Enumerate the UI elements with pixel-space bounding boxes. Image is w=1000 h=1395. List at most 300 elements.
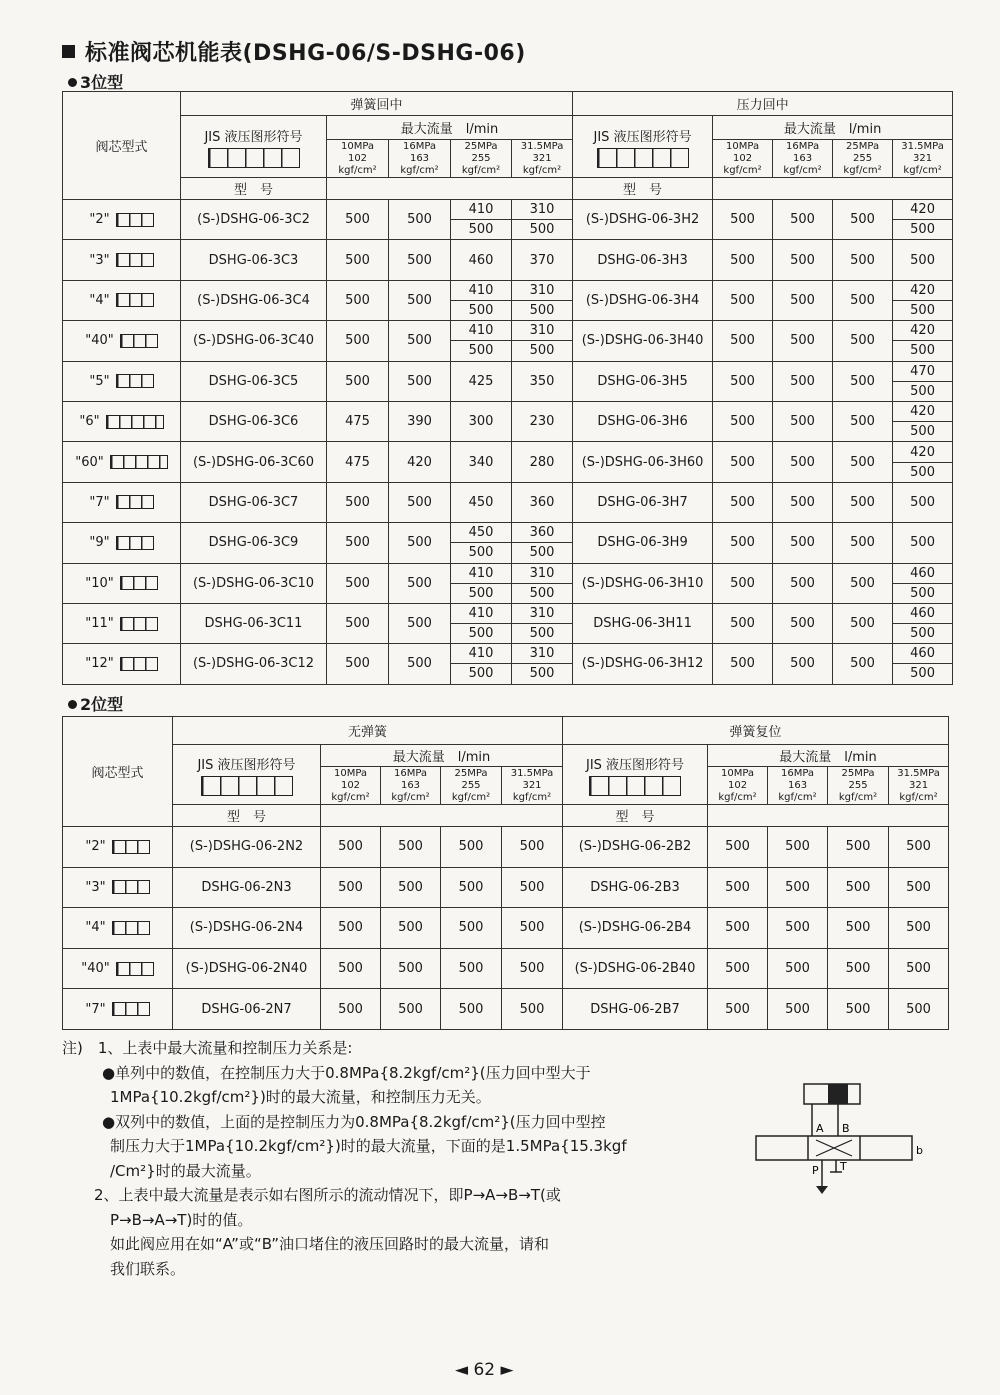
flow-value: 500 [529,585,555,601]
spool-code: "60" [75,454,104,470]
table-row [63,603,953,643]
jis-symbol-icon [201,776,293,796]
col-max-flow: 最大流量 l/min [713,116,953,140]
flow-value: 500 [768,827,828,868]
flow-value: 500 [381,908,441,949]
flow-value: 500 [713,200,773,240]
model-number: (S-)DSHG-06-2N4 [173,908,321,949]
flow-value: 360 [512,523,572,543]
table-row [63,361,953,401]
section-2pos-label: 2位型 [68,692,123,715]
flow-value: 500 [828,827,889,868]
flow-value-pair [893,321,953,361]
flow-value: 500 [502,989,563,1030]
model-number: DSHG-06-2B3 [563,867,708,908]
model-number: (S-)DSHG-06-2N2 [173,827,321,868]
flow-value: 500 [833,361,893,401]
flow-value: 460 [893,604,952,624]
flow-value: 420 [893,402,952,422]
flow-value: 360 [512,482,573,522]
col-jis-symbol: JIS 液压图形符号 [573,116,713,178]
flow-value: 470 [893,362,952,382]
flow-value: 500 [441,908,502,949]
flow-value: 280 [512,442,573,482]
flow-value-pair [451,280,512,320]
flow-value: 300 [451,401,512,441]
spool-symbol-icon [112,880,150,894]
spool-symbol-icon [112,921,150,935]
flow-value: 500 [910,585,935,601]
col-max-flow: 最大流量 l/min [321,745,563,767]
flow-value: 500 [441,989,502,1030]
flow-value: 500 [708,989,768,1030]
flow-value: 420 [389,442,451,482]
spool-code: "11" [85,616,114,632]
col-jis-symbol: JIS 液压图形符号 [563,745,708,805]
spool-code: "5" [89,373,110,389]
flow-value: 500 [529,545,555,561]
flow-value-pair [512,563,573,603]
table-row [63,908,949,949]
flow-value: 460 [893,564,952,584]
port-t-label: T [840,1160,847,1173]
flow-value: 390 [389,401,451,441]
model-number: DSHG-06-3C11 [181,603,327,643]
flow-value: 500 [389,361,451,401]
flow-value-pair [893,200,953,240]
model-number: (S-)DSHG-06-2B4 [563,908,708,949]
flow-value: 500 [910,222,935,238]
flow-value: 310 [512,200,572,220]
flow-value: 450 [451,523,511,543]
flow-value: 500 [833,321,893,361]
flow-value: 410 [451,200,511,220]
flow-value: 500 [889,827,949,868]
flow-value: 500 [910,424,935,440]
flow-value: 500 [768,867,828,908]
spool-code: "4" [85,920,106,936]
note-line: 注) 1、上表中最大流量和控制压力关系是: [62,1039,353,1057]
note-line: 我们联系。 [110,1259,186,1278]
spool-type-cell [63,361,181,401]
table-row [63,989,949,1030]
flow-value: 500 [713,603,773,643]
flow-value-pair [512,280,573,320]
table-row [63,482,953,522]
flow-value-pair [451,523,512,563]
flow-value: 500 [468,343,494,359]
flow-value: 500 [529,343,555,359]
col-spool-type: 阀芯型式 [63,717,173,827]
flow-value: 350 [512,361,573,401]
flow-value: 420 [893,281,952,301]
flow-circuit-diagram [752,1082,928,1194]
flow-value: 500 [773,482,833,522]
spool-symbol-icon [116,213,154,227]
spool-type-cell [63,563,181,603]
flow-value: 500 [327,644,389,684]
table-row [63,200,953,240]
flow-value: 500 [529,222,555,238]
flow-value: 500 [327,361,389,401]
spool-type-cell [63,827,173,868]
flow-value: 370 [512,240,573,280]
flow-value: 310 [512,604,572,624]
flow-value: 500 [833,200,893,240]
spool-code: "2" [85,839,106,855]
flow-value-pair [451,603,512,643]
flow-value: 425 [451,361,512,401]
flow-value: 420 [893,200,952,220]
flow-value: 500 [327,482,389,522]
group-spring-return: 弹簧复位 [563,717,949,745]
flow-value: 500 [321,867,381,908]
flow-value-pair [451,563,512,603]
jis-symbol-icon [597,148,689,168]
flow-value: 500 [768,908,828,949]
flow-value: 500 [468,585,494,601]
flow-value-pair [893,644,953,684]
table-row [63,948,949,989]
flow-value: 340 [451,442,512,482]
spool-type-cell [63,442,181,482]
spool-type-cell [63,603,181,643]
flow-value: 310 [512,321,572,341]
flow-value: 500 [389,482,451,522]
flow-value: 500 [713,321,773,361]
flow-value: 500 [833,280,893,320]
col-jis-symbol: JIS 液压图形符号 [173,745,321,805]
col-model: 型 号 [181,178,327,200]
spool-symbol-icon [110,455,168,469]
table-row [63,523,953,563]
pressure-header: 25MPa 255 kgf/cm² [833,140,893,178]
flow-value: 500 [708,867,768,908]
flow-value: 475 [327,401,389,441]
flow-value: 500 [389,523,451,563]
spool-symbol-icon [116,374,154,388]
model-number: (S-)DSHG-06-3C2 [181,200,327,240]
flow-value-pair [451,644,512,684]
spool-code: "2" [89,212,110,228]
flow-value-pair [451,321,512,361]
flow-value: 500 [889,948,949,989]
pressure-header: 25MPa 255 kgf/cm² [451,140,512,178]
model-number: DSHG-06-3C7 [181,482,327,522]
flow-value: 500 [893,240,953,280]
model-number: DSHG-06-3H11 [573,603,713,643]
table-row [63,442,953,482]
col-model: 型 号 [563,805,708,827]
flow-value: 500 [828,908,889,949]
flow-value-pair [893,280,953,320]
spool-code: "12" [85,656,114,672]
spool-symbol-icon [120,576,158,590]
flow-value: 500 [773,321,833,361]
flow-value: 500 [773,240,833,280]
pressure-header: 16MPa 163 kgf/cm² [773,140,833,178]
model-number: (S-)DSHG-06-3C60 [181,442,327,482]
flow-value: 500 [833,603,893,643]
flow-value: 500 [713,563,773,603]
flow-value: 500 [708,908,768,949]
flow-value-pair [893,603,953,643]
pressure-header: 31.5MPa 321 kgf/cm² [502,767,563,805]
model-number: (S-)DSHG-06-3C40 [181,321,327,361]
flow-value: 500 [828,948,889,989]
model-number: (S-)DSHG-06-2B40 [563,948,708,989]
port-p-label: P [812,1164,819,1177]
note-line: 制压力大于1MPa{10.2kgf/cm²})时的最大流量，下面的是1.5MPa{15.3kgf [110,1137,627,1155]
flow-value: 500 [389,321,451,361]
flow-value: 500 [773,563,833,603]
model-number: DSHG-06-3C6 [181,401,327,441]
col-max-flow: 最大流量 l/min [327,116,573,140]
spool-type-cell [63,948,173,989]
flow-value: 500 [773,442,833,482]
table-row [63,644,953,684]
spool-type-cell [63,644,181,684]
flow-value: 500 [529,302,555,318]
col-jis-symbol: JIS 液压图形符号 [181,116,327,178]
flow-value: 500 [327,523,389,563]
model-number: (S-)DSHG-06-3H40 [573,321,713,361]
flow-value: 500 [708,827,768,868]
table-row [63,827,949,868]
flow-value: 500 [502,827,563,868]
flow-value: 310 [512,281,572,301]
spool-type-cell [63,908,173,949]
flow-value: 410 [451,644,511,664]
flow-value: 460 [893,644,952,664]
flow-value: 500 [910,666,935,682]
note-line: 如此阀应用在如“A”或“B”油口堵住的液压回路时的最大流量，请和 [110,1235,549,1253]
model-number: DSHG-06-3H6 [573,401,713,441]
page-number: ◄ 62 ► [455,1360,514,1380]
note-line: /Cm²}时的最大流量。 [110,1161,261,1180]
flow-value: 500 [327,563,389,603]
note-line: 2、上表中最大流量是表示如右图所示的流动情况下，即P→A→B→T(或 [94,1186,561,1204]
flow-value: 500 [468,222,494,238]
flow-value: 310 [512,564,572,584]
flow-value: 500 [389,603,451,643]
model-number: (S-)DSHG-06-2N40 [173,948,321,989]
flow-value: 500 [327,603,389,643]
spool-code: "3" [85,879,106,895]
model-number: DSHG-06-3C9 [181,523,327,563]
flow-value: 310 [512,644,572,664]
flow-value-pair [893,361,953,401]
model-number: (S-)DSHG-06-3H12 [573,644,713,684]
model-number: DSHG-06-3H9 [573,523,713,563]
col-max-flow: 最大流量 l/min [708,745,949,767]
col-model: 型 号 [173,805,321,827]
spool-symbol-icon [112,1002,150,1016]
table-row [63,563,953,603]
group-spring-center: 弹簧回中 [181,92,573,116]
note-line: ●单列中的数值，在控制压力大于0.8MPa{8.2kgf/cm²}(压力回中型大于 [102,1063,591,1082]
flow-value: 500 [327,280,389,320]
flow-value-pair [893,563,953,603]
flow-value: 500 [327,240,389,280]
jis-symbol-icon [208,148,300,168]
flow-value: 500 [713,482,773,522]
notes [62,1036,742,1281]
port-b-label: B [842,1122,850,1135]
spool-code: "6" [79,414,100,430]
pressure-header: 16MPa 163 kgf/cm² [381,767,441,805]
flow-value: 420 [893,321,952,341]
flow-value: 410 [451,321,511,341]
flow-value: 500 [441,948,502,989]
spool-code: "4" [89,292,110,308]
spool-type-cell [63,867,173,908]
page-title: 标准阀芯机能表(DSHG-06/S-DSHG-06) [62,36,526,67]
pressure-header: 10MPa 102 kgf/cm² [713,140,773,178]
flow-value: 500 [321,948,381,989]
model-number: (S-)DSHG-06-3H2 [573,200,713,240]
model-number: (S-)DSHG-06-2B2 [563,827,708,868]
spool-code: "40" [81,961,110,977]
flow-value: 500 [833,442,893,482]
flow-value: 500 [833,482,893,522]
flow-value: 500 [381,827,441,868]
model-number: (S-)DSHG-06-3C4 [181,280,327,320]
flow-value: 500 [468,626,494,642]
port-a-label: A [816,1122,824,1135]
model-number: (S-)DSHG-06-3H4 [573,280,713,320]
flow-value: 500 [713,361,773,401]
table-2-position [62,716,949,1030]
flow-value: 450 [451,482,512,522]
pressure-header: 31.5MPa 321 kgf/cm² [893,140,953,178]
flow-value: 500 [833,563,893,603]
spool-type-cell [63,482,181,522]
model-number: DSHG-06-2N3 [173,867,321,908]
pressure-header: 25MPa 255 kgf/cm² [441,767,502,805]
flow-value: 500 [708,948,768,989]
spool-symbol-icon [116,495,154,509]
group-pressure-center: 压力回中 [573,92,953,116]
spool-code: "9" [89,535,110,551]
flow-value: 500 [910,343,935,359]
spool-type-cell [63,989,173,1030]
table-row [63,240,953,280]
flow-value-pair [451,200,512,240]
flow-value: 500 [833,401,893,441]
note-line: P→B→A→T)时的值。 [110,1210,253,1229]
flow-value: 500 [441,827,502,868]
flow-value: 230 [512,401,573,441]
flow-value: 500 [327,200,389,240]
spool-type-cell [63,401,181,441]
spool-symbol-icon [116,536,154,550]
flow-value: 500 [773,361,833,401]
flow-value: 500 [321,827,381,868]
spool-symbol-icon [120,657,158,671]
flow-value: 500 [713,280,773,320]
flow-value: 500 [889,867,949,908]
section-3pos-label: 3位型 [68,70,123,93]
flow-value: 500 [773,523,833,563]
flow-value: 460 [451,240,512,280]
flow-value: 500 [389,280,451,320]
table-row [63,401,953,441]
flow-value: 500 [713,523,773,563]
spool-type-cell [63,280,181,320]
pressure-header: 31.5MPa 321 kgf/cm² [889,767,949,805]
solenoid-b-label: b [916,1144,923,1157]
flow-value: 500 [468,302,494,318]
flow-value: 500 [441,867,502,908]
flow-value: 500 [910,302,935,318]
spool-code: "7" [89,494,110,510]
spool-type-cell [63,321,181,361]
flow-value: 500 [910,383,935,399]
flow-value: 500 [389,644,451,684]
model-number: (S-)DSHG-06-3H60 [573,442,713,482]
spool-symbol-icon [120,617,158,631]
spool-code: "40" [85,333,114,349]
spool-code: "10" [85,575,114,591]
flow-value: 500 [773,401,833,441]
table-row [63,280,953,320]
pressure-header: 31.5MPa 321 kgf/cm² [512,140,573,178]
jis-symbol-icon [589,776,681,796]
flow-value: 500 [502,908,563,949]
flow-value: 500 [389,200,451,240]
flow-value: 410 [451,604,511,624]
flow-value: 500 [889,989,949,1030]
flow-value: 500 [713,442,773,482]
flow-value: 500 [381,989,441,1030]
model-number: (S-)DSHG-06-3C12 [181,644,327,684]
spool-symbol-icon [116,253,154,267]
flow-value-pair [512,200,573,240]
flow-value: 500 [893,482,953,522]
model-number: (S-)DSHG-06-3H10 [573,563,713,603]
pressure-header: 16MPa 163 kgf/cm² [389,140,451,178]
flow-value: 500 [910,626,935,642]
table-row [63,867,949,908]
spool-symbol-icon [112,840,150,854]
flow-value-pair [893,442,953,482]
flow-value: 500 [893,523,953,563]
flow-value: 500 [468,666,494,682]
note-line: 1MPa{10.2kgf/cm²})时的最大流量，和控制压力无关。 [110,1088,491,1106]
spool-code: "3" [89,252,110,268]
flow-value: 475 [327,442,389,482]
flow-value: 500 [773,280,833,320]
flow-value: 500 [321,908,381,949]
spool-symbol-icon [120,334,158,348]
pressure-header: 10MPa 102 kgf/cm² [321,767,381,805]
flow-value-pair [512,644,573,684]
flow-value: 500 [327,321,389,361]
spool-symbol-icon [116,293,154,307]
pressure-header: 16MPa 163 kgf/cm² [768,767,828,805]
flow-value: 410 [451,281,511,301]
flow-value: 410 [451,564,511,584]
flow-value: 500 [773,200,833,240]
flow-value-pair [512,321,573,361]
flow-value: 500 [389,240,451,280]
flow-value: 500 [768,989,828,1030]
table-3-position [62,91,953,685]
flow-value: 500 [389,563,451,603]
flow-value: 500 [713,644,773,684]
flow-value: 500 [713,240,773,280]
